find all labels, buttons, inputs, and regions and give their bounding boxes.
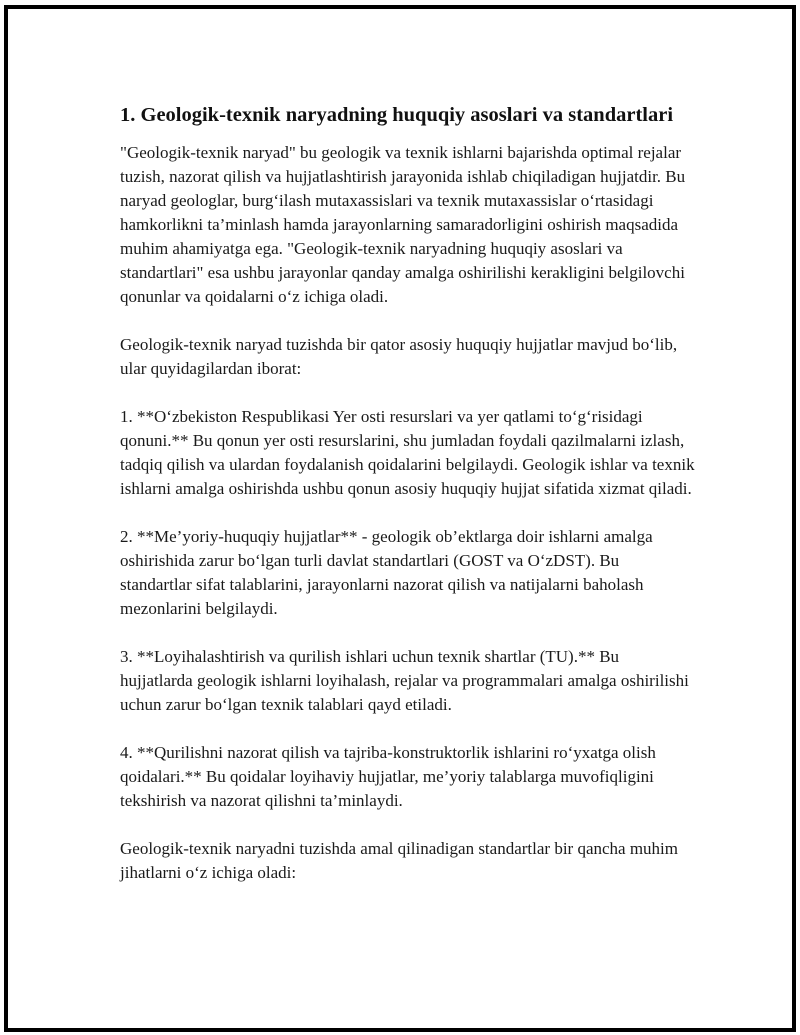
list-item-technical-conditions: 3. **Loyihalashtirish va qurilish ishlari uchun texnik shartlar (TU).** Bu hujjatlarda geologik ishlarni loyihalash, rejalar va programmalari amalga oshirilishi uchun zarur bo‘lgan texnik talablari qayd etiladi. <box>120 647 689 714</box>
intro-paragraph: "Geologik-texnik naryad" bu geologik va texnik ishlarni bajarishda optimal rejalar tuzish, nazorat qilish va hujjatlashtirish jarayonida ishlab chiqiladigan hujjatdir. Bu naryad geologlar, burg‘ilash mutaxassislari va texnik mutaxassislar o‘rtasidagi hamkorlikni ta’minlash hamda jarayonlarning samaradorligini oshirish maqsadida muhim ahamiyatga ega. "Geologik-texnik naryadning huquqiy asoslari va standartlari" esa ushbu jarayonlar qanday amalga oshirilishi kerakligini belgilovchi qonunlar va qoidalarni o‘z ichiga oladi. <box>120 143 686 306</box>
page-frame <box>4 5 796 1032</box>
legal-documents-intro: Geologik-texnik naryad tuzishda bir qator asosiy huquqiy hujjatlar mavjud bo‘lib, ular quyidagilardan iborat: <box>120 335 678 378</box>
list-item-construction-rules: 4. **Qurilishni nazorat qilish va tajriba-konstruktorlik ishlarini ro‘yxatga olish qoidalari.** Bu qoidalar loyihaviy hujjatlar, me’yoriy talablarga muvofiqligini tekshirish va nazorat qilishni ta’minlaydi. <box>120 743 656 810</box>
list-item-regulations: 2. **Me’yoriy-huquqiy hujjatlar** - geologik ob’ektlarga doir ishlarni amalga oshirishida zarur bo‘lgan turli davlat standartlari (GOST va O‘zDST). Bu standartlar sifat talablarini, jarayonlarni nazorat qilish va natijalarni baholash mezonlarini belgilaydi. <box>120 527 653 618</box>
list-item-law: 1. **O‘zbekiston Respublikasi Yer osti resurslari va yer qatlami to‘g‘risidagi qonuni.** Bu qonun yer osti resurslarini, shu jumladan foydali qazilmalarni izlash, tadqiq qilish va ulardan foydalanish qoidalarini belgilaydi. Geologik ishlar va texnik ishlarni amalga oshirishda ushbu qonun asosiy huquqiy hujjat sifatida xizmat qiladi. <box>120 407 695 498</box>
document-body <box>120 101 695 909</box>
standards-intro-paragraph: Geologik-texnik naryadni tuzishda amal qilinadigan standartlar bir qancha muhim jihatlarni o‘z ichiga oladi: <box>120 839 679 882</box>
section-heading: 1. Geologik-texnik naryadning huquqiy asoslari va standartlari <box>120 104 674 126</box>
